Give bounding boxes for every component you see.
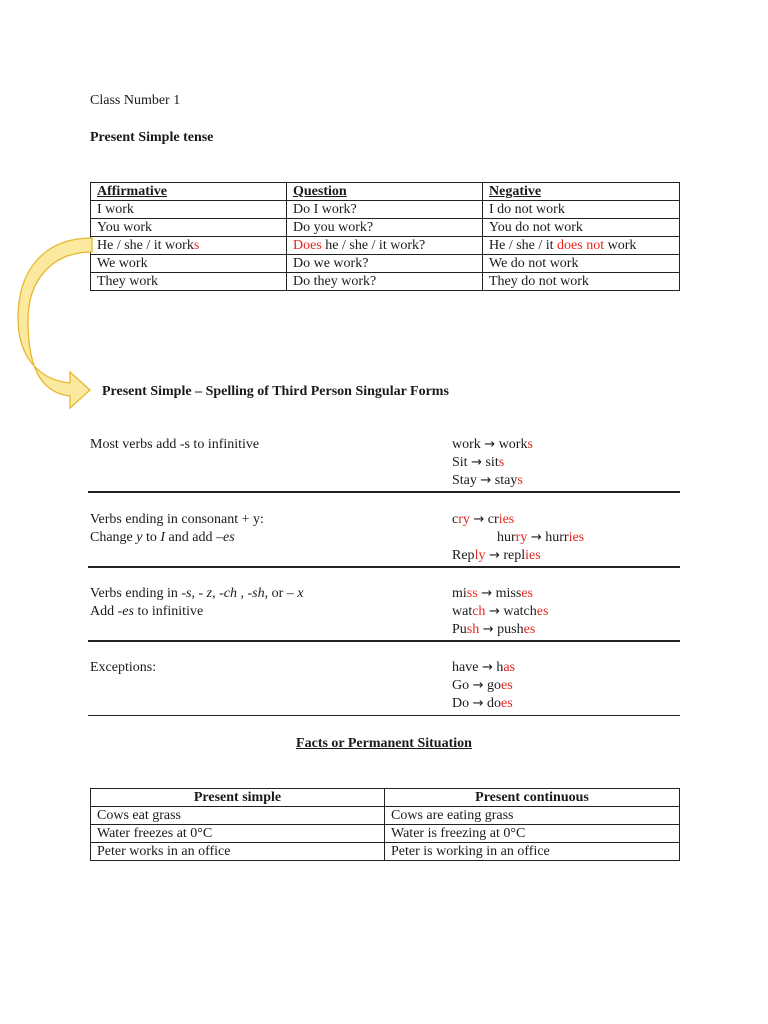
rule-3-example-3: Push → pushes — [452, 622, 536, 637]
table-row — [91, 273, 680, 291]
cell-negative: He / she / it does not work — [483, 237, 680, 255]
rule-3-example-2: watch → watches — [452, 604, 549, 619]
table-row — [91, 807, 680, 825]
header-affirmative: Affirmative — [91, 183, 287, 201]
comparison-table — [90, 788, 680, 861]
arrow-icon: → — [472, 678, 484, 693]
rule-1-description: Most verbs add -s to infinitive — [90, 437, 260, 452]
curved-arrow-icon — [14, 230, 96, 410]
arrow-icon: → — [480, 473, 492, 488]
divider — [88, 640, 680, 642]
rule-2-instruction: Change y to I and add –es — [90, 530, 235, 545]
header-present-simple: Present simple — [91, 789, 385, 807]
rule-4-example-3: Do → does — [452, 696, 513, 711]
rule-3-example-1: miss → misses — [452, 586, 533, 601]
cell-question: Do you work? — [287, 219, 483, 237]
rule-3-description: Verbs ending in -s, - z, -ch , -sh, or – x — [90, 586, 304, 601]
header-negative: Negative — [483, 183, 680, 201]
cell-present-simple: Water freezes at 0°C — [91, 825, 385, 843]
facts-title: Facts or Permanent Situation — [296, 736, 472, 751]
arrow-icon: → — [488, 548, 500, 563]
cell-affirmative: I work — [91, 201, 287, 219]
arrow-icon: → — [481, 586, 493, 601]
cell-affirmative: You work — [91, 219, 287, 237]
table-row-third-person — [91, 237, 680, 255]
table-row — [91, 201, 680, 219]
divider — [88, 566, 680, 568]
cell-negative: We do not work — [483, 255, 680, 273]
cell-affirmative: He / she / it works — [91, 237, 287, 255]
spelling-title: Present Simple – Spelling of Third Person Singular Forms — [102, 384, 449, 399]
rule-2-example-1: cry → cries — [452, 512, 515, 527]
rule-3-instruction: Add -es to infinitive — [90, 604, 204, 619]
rule-1-example-3: Stay → stays — [452, 473, 523, 488]
rule-4-description: Exceptions: — [90, 660, 157, 675]
cell-affirmative: We work — [91, 255, 287, 273]
cell-question: Does he / she / it work? — [287, 237, 483, 255]
cell-affirmative: They work — [91, 273, 287, 291]
table-row — [91, 255, 680, 273]
rule-1-example-2: Sit → sits — [452, 455, 505, 470]
rule-2-description: Verbs ending in consonant + y: — [90, 512, 264, 527]
cell-negative: I do not work — [483, 201, 680, 219]
arrow-icon: → — [484, 437, 496, 452]
table-row — [91, 843, 680, 861]
cell-present-continuous: Peter is working in an office — [385, 843, 680, 861]
arrow-icon: → — [530, 530, 542, 545]
rule-1-example-1: work → works — [452, 437, 533, 452]
arrow-icon: → — [488, 604, 500, 619]
cell-present-continuous: Cows are eating grass — [385, 807, 680, 825]
cell-question: Do they work? — [287, 273, 483, 291]
header-present-continuous: Present continuous — [385, 789, 680, 807]
divider — [88, 715, 680, 716]
conjugation-table — [90, 182, 680, 291]
table-row — [91, 825, 680, 843]
arrow-icon: → — [471, 455, 482, 470]
arrow-icon: → — [481, 660, 493, 675]
arrow-icon: → — [482, 622, 494, 637]
class-number: Class Number 1 — [90, 93, 181, 108]
table-header-row — [91, 789, 680, 807]
cell-question: Do I work? — [287, 201, 483, 219]
rule-2-example-2: hurry → hurries — [497, 530, 585, 545]
cell-negative: They do not work — [483, 273, 680, 291]
table-row — [91, 219, 680, 237]
divider — [88, 491, 680, 493]
table-header-row — [91, 183, 680, 201]
arrow-icon: → — [473, 512, 485, 527]
cell-negative: You do not work — [483, 219, 680, 237]
cell-present-simple: Peter works in an office — [91, 843, 385, 861]
cell-question: Do we work? — [287, 255, 483, 273]
rule-4-example-1: have → has — [452, 660, 516, 675]
rule-4-example-2: Go → goes — [452, 678, 513, 693]
cell-present-continuous: Water is freezing at 0°C — [385, 825, 680, 843]
cell-present-simple: Cows eat grass — [91, 807, 385, 825]
arrow-icon: → — [472, 696, 484, 711]
rule-2-example-3: Reply → replies — [452, 548, 541, 563]
header-question: Question — [287, 183, 483, 201]
tense-title: Present Simple tense — [90, 130, 214, 145]
